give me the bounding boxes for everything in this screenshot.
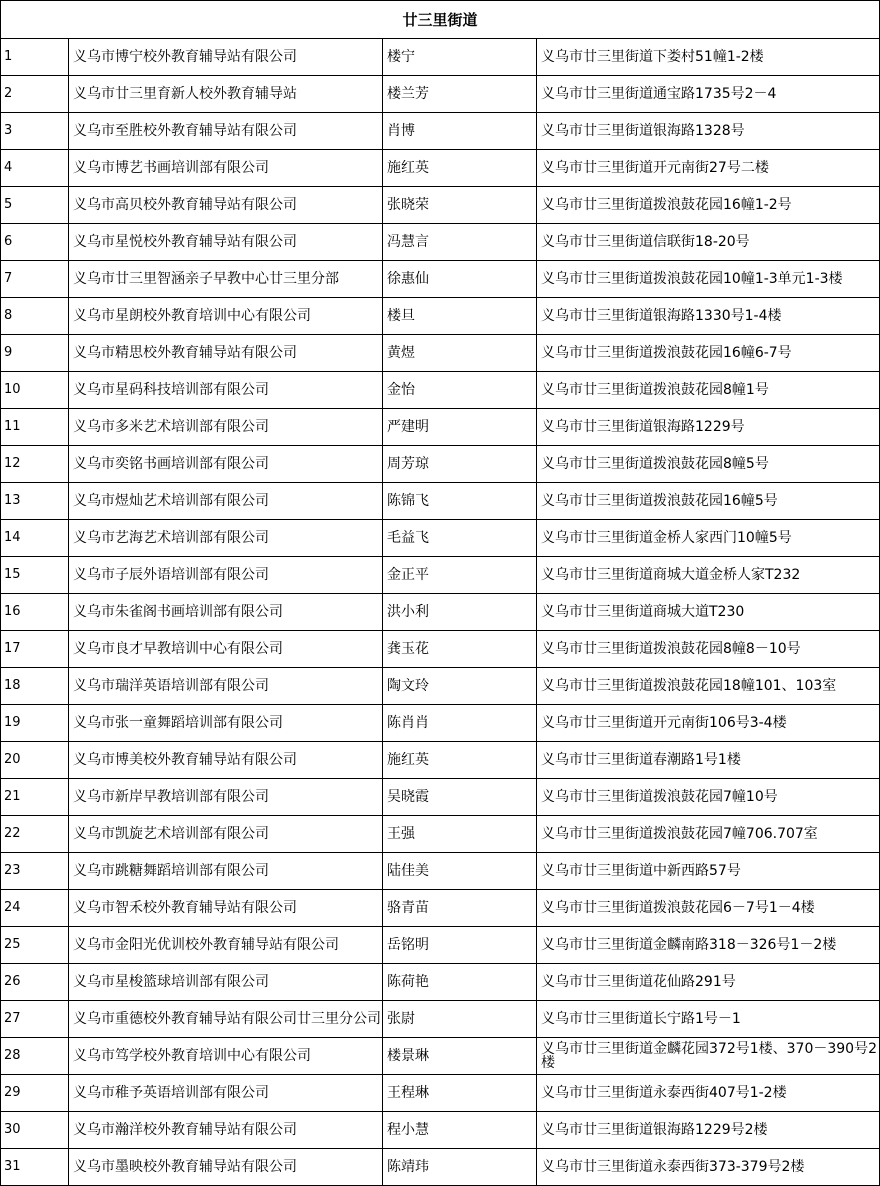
table-row bbox=[1, 224, 880, 261]
institution-name: 义乌市金阳光优训校外教育辅导站有限公司 bbox=[69, 927, 383, 964]
institution-name: 义乌市星悦校外教育辅导站有限公司 bbox=[69, 224, 383, 261]
row-number: 17 bbox=[1, 631, 69, 668]
table-row bbox=[1, 890, 880, 927]
institution-address: 义乌市廿三里街道拨浪鼓花园18幢101、103室 bbox=[537, 668, 880, 705]
institution-address: 义乌市廿三里街道金麟南路318－326号1－2楼 bbox=[537, 927, 880, 964]
institution-name: 义乌市朱雀阁书画培训部有限公司 bbox=[69, 594, 383, 631]
row-number: 8 bbox=[1, 298, 69, 335]
table-row bbox=[1, 631, 880, 668]
row-number: 22 bbox=[1, 816, 69, 853]
responsible-person: 陈荷艳 bbox=[383, 964, 537, 1001]
institution-address: 义乌市廿三里街道开元南街106号3-4楼 bbox=[537, 705, 880, 742]
institution-name: 义乌市智禾校外教育辅导站有限公司 bbox=[69, 890, 383, 927]
institution-name: 义乌市凯旋艺术培训部有限公司 bbox=[69, 816, 383, 853]
table-row bbox=[1, 446, 880, 483]
responsible-person: 洪小利 bbox=[383, 594, 537, 631]
responsible-person: 施红英 bbox=[383, 742, 537, 779]
table-row bbox=[1, 964, 880, 1001]
institution-name: 义乌市廿三里育新人校外教育辅导站 bbox=[69, 76, 383, 113]
responsible-person: 陈靖玮 bbox=[383, 1149, 537, 1186]
institution-address: 义乌市廿三里街道银海路1229号 bbox=[537, 409, 880, 446]
responsible-person: 周芳琼 bbox=[383, 446, 537, 483]
responsible-person: 程小慧 bbox=[383, 1112, 537, 1149]
row-number: 13 bbox=[1, 483, 69, 520]
institution-name: 义乌市稚予英语培训部有限公司 bbox=[69, 1075, 383, 1112]
row-number: 6 bbox=[1, 224, 69, 261]
institution-address: 义乌市廿三里街道银海路1330号1-4楼 bbox=[537, 298, 880, 335]
row-number: 21 bbox=[1, 779, 69, 816]
table-row bbox=[1, 483, 880, 520]
institution-address: 义乌市廿三里街道中新西路57号 bbox=[537, 853, 880, 890]
row-number: 28 bbox=[1, 1038, 69, 1075]
institution-address: 义乌市廿三里街道春潮路1号1楼 bbox=[537, 742, 880, 779]
institution-address: 义乌市廿三里街道拨浪鼓花园16幢1-2号 bbox=[537, 187, 880, 224]
institution-name: 义乌市子辰外语培训部有限公司 bbox=[69, 557, 383, 594]
table-row bbox=[1, 76, 880, 113]
table-row bbox=[1, 705, 880, 742]
title-row bbox=[1, 1, 880, 39]
row-number: 26 bbox=[1, 964, 69, 1001]
institution-address: 义乌市廿三里街道拨浪鼓花园10幢1-3单元1-3楼 bbox=[537, 261, 880, 298]
responsible-person: 楼兰芳 bbox=[383, 76, 537, 113]
row-number: 27 bbox=[1, 1001, 69, 1038]
table-row bbox=[1, 1112, 880, 1149]
table-row bbox=[1, 187, 880, 224]
table-row bbox=[1, 409, 880, 446]
responsible-person: 吴晓霞 bbox=[383, 779, 537, 816]
row-number: 18 bbox=[1, 668, 69, 705]
institution-name: 义乌市博宁校外教育辅导站有限公司 bbox=[69, 39, 383, 76]
row-number: 29 bbox=[1, 1075, 69, 1112]
institution-address: 义乌市廿三里街道商城大道金桥人家T232 bbox=[537, 557, 880, 594]
institution-address: 义乌市廿三里街道商城大道T230 bbox=[537, 594, 880, 631]
table-row bbox=[1, 261, 880, 298]
table-row bbox=[1, 372, 880, 409]
institution-name: 义乌市高贝校外教育辅导站有限公司 bbox=[69, 187, 383, 224]
row-number: 20 bbox=[1, 742, 69, 779]
table-row bbox=[1, 1001, 880, 1038]
responsible-person: 毛益飞 bbox=[383, 520, 537, 557]
responsible-person: 王程琳 bbox=[383, 1075, 537, 1112]
institution-address: 义乌市廿三里街道下娄村51幢1-2楼 bbox=[537, 39, 880, 76]
table-row bbox=[1, 668, 880, 705]
row-number: 25 bbox=[1, 927, 69, 964]
institution-name: 义乌市精思校外教育辅导站有限公司 bbox=[69, 335, 383, 372]
institution-address: 义乌市廿三里街道拨浪鼓花园7幢10号 bbox=[537, 779, 880, 816]
table-row bbox=[1, 853, 880, 890]
institution-address: 义乌市廿三里街道拨浪鼓花园7幢706.707室 bbox=[537, 816, 880, 853]
institution-name: 义乌市廿三里智涵亲子早教中心廿三里分部 bbox=[69, 261, 383, 298]
table-body bbox=[1, 1, 880, 1186]
row-number: 31 bbox=[1, 1149, 69, 1186]
row-number: 24 bbox=[1, 890, 69, 927]
institution-address: 义乌市廿三里街道拨浪鼓花园8幢1号 bbox=[537, 372, 880, 409]
institution-name: 义乌市跳糖舞蹈培训部有限公司 bbox=[69, 853, 383, 890]
institution-name: 义乌市博美校外教育辅导站有限公司 bbox=[69, 742, 383, 779]
row-number: 10 bbox=[1, 372, 69, 409]
responsible-person: 冯慧言 bbox=[383, 224, 537, 261]
institution-address: 义乌市廿三里街道永泰西街373-379号2楼 bbox=[537, 1149, 880, 1186]
row-number: 23 bbox=[1, 853, 69, 890]
responsible-person: 黄煜 bbox=[383, 335, 537, 372]
table-row bbox=[1, 816, 880, 853]
institution-name: 义乌市笃学校外教育培训中心有限公司 bbox=[69, 1038, 383, 1075]
responsible-person: 张尉 bbox=[383, 1001, 537, 1038]
responsible-person: 龚玉花 bbox=[383, 631, 537, 668]
responsible-person: 徐惠仙 bbox=[383, 261, 537, 298]
responsible-person: 陈肖肖 bbox=[383, 705, 537, 742]
institution-name: 义乌市重德校外教育辅导站有限公司廿三里分公司 bbox=[69, 1001, 383, 1038]
institution-address: 义乌市廿三里街道长宁路1号－1 bbox=[537, 1001, 880, 1038]
responsible-person: 严建明 bbox=[383, 409, 537, 446]
table-row bbox=[1, 1149, 880, 1186]
institution-address: 义乌市廿三里街道永泰西街407号1-2楼 bbox=[537, 1075, 880, 1112]
institution-name: 义乌市星朗校外教育培训中心有限公司 bbox=[69, 298, 383, 335]
institution-name: 义乌市艺海艺术培训部有限公司 bbox=[69, 520, 383, 557]
row-number: 2 bbox=[1, 76, 69, 113]
row-number: 14 bbox=[1, 520, 69, 557]
institution-address: 义乌市廿三里街道拨浪鼓花园16幢6-7号 bbox=[537, 335, 880, 372]
institution-name: 义乌市墨映校外教育辅导站有限公司 bbox=[69, 1149, 383, 1186]
row-number: 16 bbox=[1, 594, 69, 631]
table-row bbox=[1, 113, 880, 150]
row-number: 12 bbox=[1, 446, 69, 483]
row-number: 19 bbox=[1, 705, 69, 742]
table-row bbox=[1, 557, 880, 594]
responsible-person: 金怡 bbox=[383, 372, 537, 409]
institution-name: 义乌市瑞洋英语培训部有限公司 bbox=[69, 668, 383, 705]
responsible-person: 陆佳美 bbox=[383, 853, 537, 890]
table-row bbox=[1, 298, 880, 335]
row-number: 3 bbox=[1, 113, 69, 150]
responsible-person: 王强 bbox=[383, 816, 537, 853]
row-number: 11 bbox=[1, 409, 69, 446]
responsible-person: 陈锦飞 bbox=[383, 483, 537, 520]
table-row bbox=[1, 39, 880, 76]
table-row bbox=[1, 594, 880, 631]
institution-name: 义乌市博艺书画培训部有限公司 bbox=[69, 150, 383, 187]
institution-name: 义乌市煜灿艺术培训部有限公司 bbox=[69, 483, 383, 520]
institution-name: 义乌市星码科技培训部有限公司 bbox=[69, 372, 383, 409]
table-row bbox=[1, 520, 880, 557]
institution-address: 义乌市廿三里街道银海路1229号2楼 bbox=[537, 1112, 880, 1149]
table-title: 廿三里街道 bbox=[1, 1, 880, 39]
institution-address: 义乌市廿三里街道拨浪鼓花园6－7号1－4楼 bbox=[537, 890, 880, 927]
table-row bbox=[1, 1075, 880, 1112]
institution-name: 义乌市多米艺术培训部有限公司 bbox=[69, 409, 383, 446]
row-number: 1 bbox=[1, 39, 69, 76]
responsible-person: 肖博 bbox=[383, 113, 537, 150]
institution-name: 义乌市良才早教培训中心有限公司 bbox=[69, 631, 383, 668]
institution-address: 义乌市廿三里街道开元南街27号二楼 bbox=[537, 150, 880, 187]
row-number: 4 bbox=[1, 150, 69, 187]
institution-address: 义乌市廿三里街道银海路1328号 bbox=[537, 113, 880, 150]
responsible-person: 金正平 bbox=[383, 557, 537, 594]
institution-name: 义乌市新岸早教培训部有限公司 bbox=[69, 779, 383, 816]
responsible-person: 施红英 bbox=[383, 150, 537, 187]
responsible-person: 楼旦 bbox=[383, 298, 537, 335]
institution-name: 义乌市瀚洋校外教育辅导站有限公司 bbox=[69, 1112, 383, 1149]
institution-address: 义乌市廿三里街道拨浪鼓花园8幢5号 bbox=[537, 446, 880, 483]
institution-name: 义乌市至胜校外教育辅导站有限公司 bbox=[69, 113, 383, 150]
row-number: 30 bbox=[1, 1112, 69, 1149]
table-row bbox=[1, 927, 880, 964]
table-row bbox=[1, 335, 880, 372]
responsible-person: 陶文玲 bbox=[383, 668, 537, 705]
institution-address: 义乌市廿三里街道通宝路1735号2－4 bbox=[537, 76, 880, 113]
table-row bbox=[1, 742, 880, 779]
institution-name: 义乌市星梭篮球培训部有限公司 bbox=[69, 964, 383, 1001]
institution-address: 义乌市廿三里街道拨浪鼓花园8幢8－10号 bbox=[537, 631, 880, 668]
institution-address: 义乌市廿三里街道金桥人家西门10幢5号 bbox=[537, 520, 880, 557]
responsible-person: 楼景琳 bbox=[383, 1038, 537, 1075]
institution-address: 义乌市廿三里街道花仙路291号 bbox=[537, 964, 880, 1001]
responsible-person: 楼宁 bbox=[383, 39, 537, 76]
row-number: 7 bbox=[1, 261, 69, 298]
table-row bbox=[1, 779, 880, 816]
responsible-person: 张晓荣 bbox=[383, 187, 537, 224]
institution-address: 义乌市廿三里街道信联街18-20号 bbox=[537, 224, 880, 261]
row-number: 15 bbox=[1, 557, 69, 594]
table-row bbox=[1, 1038, 880, 1075]
institution-address: 义乌市廿三里街道金麟花园372号1楼、370－390号2楼 bbox=[537, 1038, 880, 1075]
institution-address: 义乌市廿三里街道拨浪鼓花园16幢5号 bbox=[537, 483, 880, 520]
row-number: 9 bbox=[1, 335, 69, 372]
responsible-person: 骆青苗 bbox=[383, 890, 537, 927]
institution-name: 义乌市张一童舞蹈培训部有限公司 bbox=[69, 705, 383, 742]
institution-name: 义乌市奕铭书画培训部有限公司 bbox=[69, 446, 383, 483]
table-row bbox=[1, 150, 880, 187]
responsible-person: 岳铭明 bbox=[383, 927, 537, 964]
row-number: 5 bbox=[1, 187, 69, 224]
